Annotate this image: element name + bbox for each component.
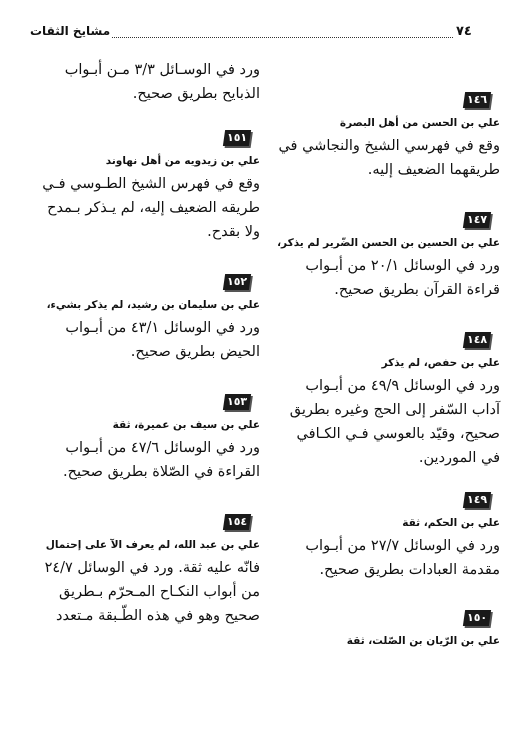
narrator-name: علي بن سيف بن عميرة، ثقة xyxy=(112,419,260,431)
entry-text: وقع في فهرس الشيخ الطـوسي فـي طريقه الضعيف إليه، لم يـذكر بـمدح ولا بقدح. xyxy=(42,176,260,240)
entry-number-badge: ١٤٨ xyxy=(464,332,490,348)
narrator-name: علي بن زيدويه من أهل نهاوند xyxy=(105,155,260,167)
entry-149 xyxy=(272,492,500,582)
entry-153 xyxy=(32,394,260,484)
entry-number-badge: ١٤٦ xyxy=(464,92,490,108)
entry-text: ورد في الوسائل ٤٧/٦ من أبـواب القراءة في الصّلاة بطريق صحيح. xyxy=(62,440,260,480)
entry-number-badge: ١٤٧ xyxy=(464,212,490,228)
narrator-name: علي بن الحسن من أهل البصرة xyxy=(339,117,500,129)
narrator-name: علي بن عبد الله، لم يعرف الآ على إحتمال xyxy=(45,539,260,551)
running-header-title: مشايخ الثقات xyxy=(30,24,111,38)
entry-text: ورد في الوسائل ٤٩/٩ من أبـواب آداب السّفر إلى الحج وغيره بطريق صحيح، وقيّد بالعوسي فـي الكـافي في الموردين. xyxy=(289,378,500,466)
entry-number-badge: ١٥١ xyxy=(224,130,250,146)
narrator-name: علي بن الحكم، ثقة xyxy=(402,517,500,529)
right-column xyxy=(272,58,500,652)
entry-number-badge: ١٥٠ xyxy=(464,610,490,626)
header-dotted-leader xyxy=(112,37,453,38)
entry-text: ورد في الوسائل ٤٣/١ من أبـواب الحيض بطريق صحيح. xyxy=(65,320,260,360)
entry-number-badge: ١٥٣ xyxy=(224,394,250,410)
entry-148 xyxy=(272,332,500,470)
entry-text: ورد في الوسائل ٢٧/٧ من أبـواب مقدمة العبادات بطريق صحيح. xyxy=(305,538,500,578)
entry-text: وقع في فهرسي الشيخ والنجاشي في طريقهما الضعيف إليه. xyxy=(278,138,500,178)
narrator-name: علي بن سليمان بن رشيد، لم يذكر بشيء، xyxy=(46,299,260,311)
entry-146 xyxy=(272,92,500,182)
entry-text: ورد في الوسائل ٢٠/١ من أبـواب قراءة القرآن بطريق صحيح. xyxy=(305,258,500,298)
narrator-name: علي بن الرّيان بن الصّلت، ثقة xyxy=(346,635,500,647)
entry-152 xyxy=(32,274,260,364)
narrator-name: علي بن الحسين بن الحسن الضّرير لم يذكر، xyxy=(277,237,500,249)
entry-154 xyxy=(32,514,260,628)
entry-number-badge: ١٥٢ xyxy=(224,274,250,290)
page-number: ٧٤ xyxy=(456,24,472,39)
entry-number-badge: ١٥٤ xyxy=(224,514,250,530)
entry-text: فانّه عليه ثقة. ورد في الوسائل ٢٤/٧ من أبواب النكـاح المـحرّم بـطريق صحيح وهو في هذه الطّـبقة مـتعدد xyxy=(44,560,260,624)
entry-147 xyxy=(272,212,500,302)
left-column xyxy=(32,58,260,628)
entry-number-badge: ١٤٩ xyxy=(464,492,490,508)
narrator-name: علي بن حفص، لم يذكر xyxy=(381,357,500,369)
entry-151 xyxy=(32,130,260,244)
entry-150 xyxy=(272,610,500,650)
continued-text: ورد في الوسـائل ٣/٣ مـن أبـواب الذبايح بطريق صحيح. xyxy=(64,62,260,102)
